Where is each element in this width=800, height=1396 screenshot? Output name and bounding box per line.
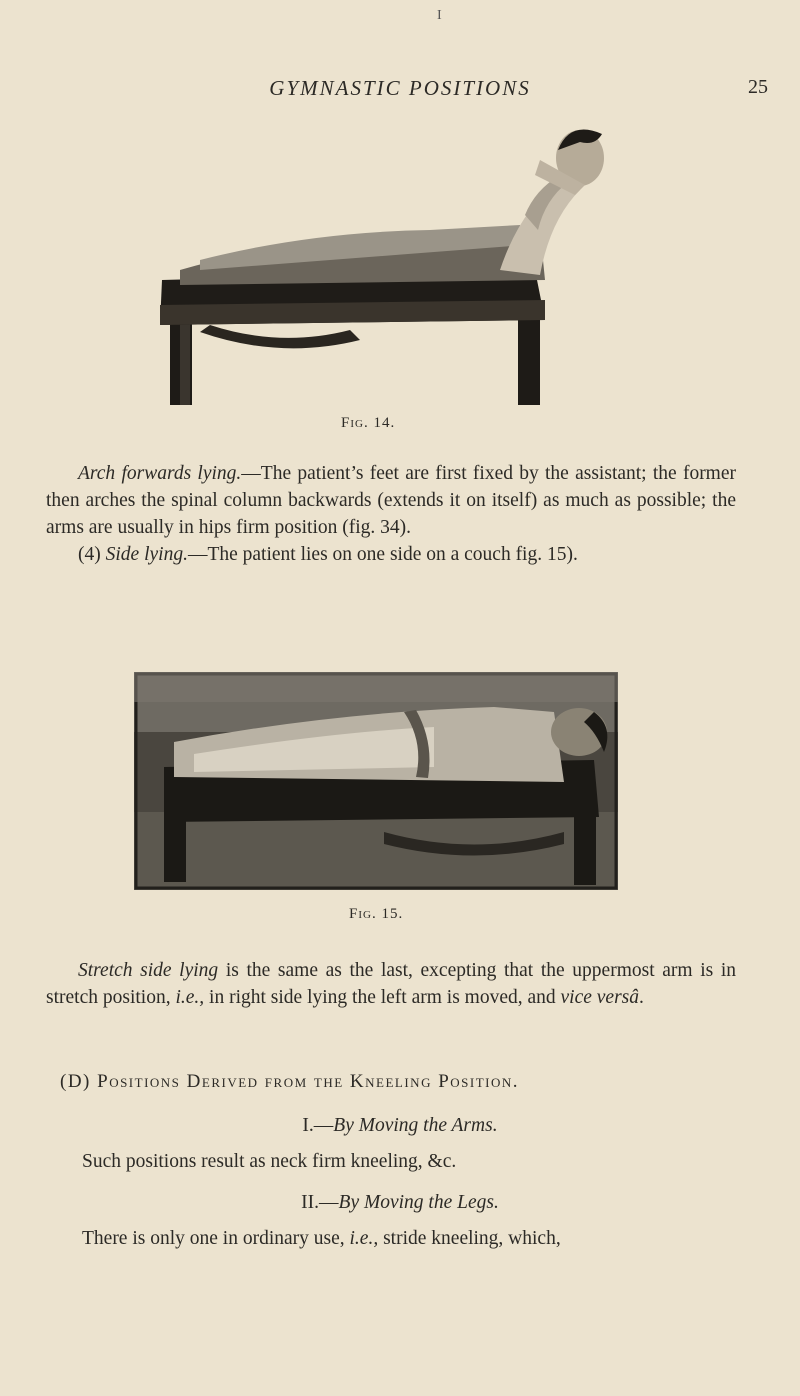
term-arch-forwards-lying: Arch forwards lying. xyxy=(78,463,242,484)
sub1-title: By Moving the Arms. xyxy=(333,1115,498,1136)
subheading-moving-legs xyxy=(0,1192,800,1214)
arch-description: —The patient’s feet are first fixed by the assistant; the former then arches the spinal column backwards (extends it on itself) as much as possible; the arms are usually in hips firm position (fig. 34). xyxy=(46,463,736,538)
paragraph-arch-forwards-lying xyxy=(46,460,736,541)
body-text-upper xyxy=(46,460,736,568)
section-heading-d: (D) Positions Derived from the Kneeling Position. xyxy=(60,1071,520,1092)
top-mark: I xyxy=(437,8,442,23)
abbrev-ie: i.e., xyxy=(175,987,205,1008)
paragraph-side-lying xyxy=(46,541,736,568)
body-text-middle xyxy=(46,957,736,1011)
stretch-description-cont: in right side lying the left arm is moved, and xyxy=(204,987,561,1008)
line2-a: There is only one in ordinary use, xyxy=(82,1228,350,1249)
figure-15-caption: Fig. 15. xyxy=(349,906,404,922)
figure-14-photo xyxy=(140,120,610,410)
line2-b: stride kneeling, which, xyxy=(378,1228,561,1249)
sub1-number: I.— xyxy=(302,1115,334,1136)
text-stride-kneeling xyxy=(82,1228,742,1250)
text-neck-firm-kneeling: Such positions result as neck firm kneeling, &c. xyxy=(82,1151,457,1172)
sub2-number: II.— xyxy=(301,1192,339,1213)
term-stretch-side-lying: Stretch side lying xyxy=(78,960,219,981)
subheading-moving-arms xyxy=(0,1115,800,1137)
page-number: 25 xyxy=(748,76,768,98)
sub2-title: By Moving the Legs. xyxy=(338,1192,499,1213)
line2-ie: i.e., xyxy=(349,1228,379,1249)
stretch-end: . xyxy=(639,987,644,1008)
paragraph-stretch-side-lying xyxy=(46,957,736,1011)
term-side-lying: Side lying. xyxy=(105,544,188,565)
figure-15-photo xyxy=(134,672,618,890)
term-vice-versa: vice versâ xyxy=(560,987,640,1008)
stretch-description: is the same as the last, excepting that the uppermost arm is in stretch position, xyxy=(46,960,737,1008)
item-number: (4) xyxy=(78,544,106,565)
side-lying-description: —The patient lies on one side on a couch fig. 15). xyxy=(187,544,578,565)
running-head: GYMNASTIC POSITIONS xyxy=(269,76,531,100)
figure-14-caption: Fig. 14. xyxy=(341,415,396,431)
